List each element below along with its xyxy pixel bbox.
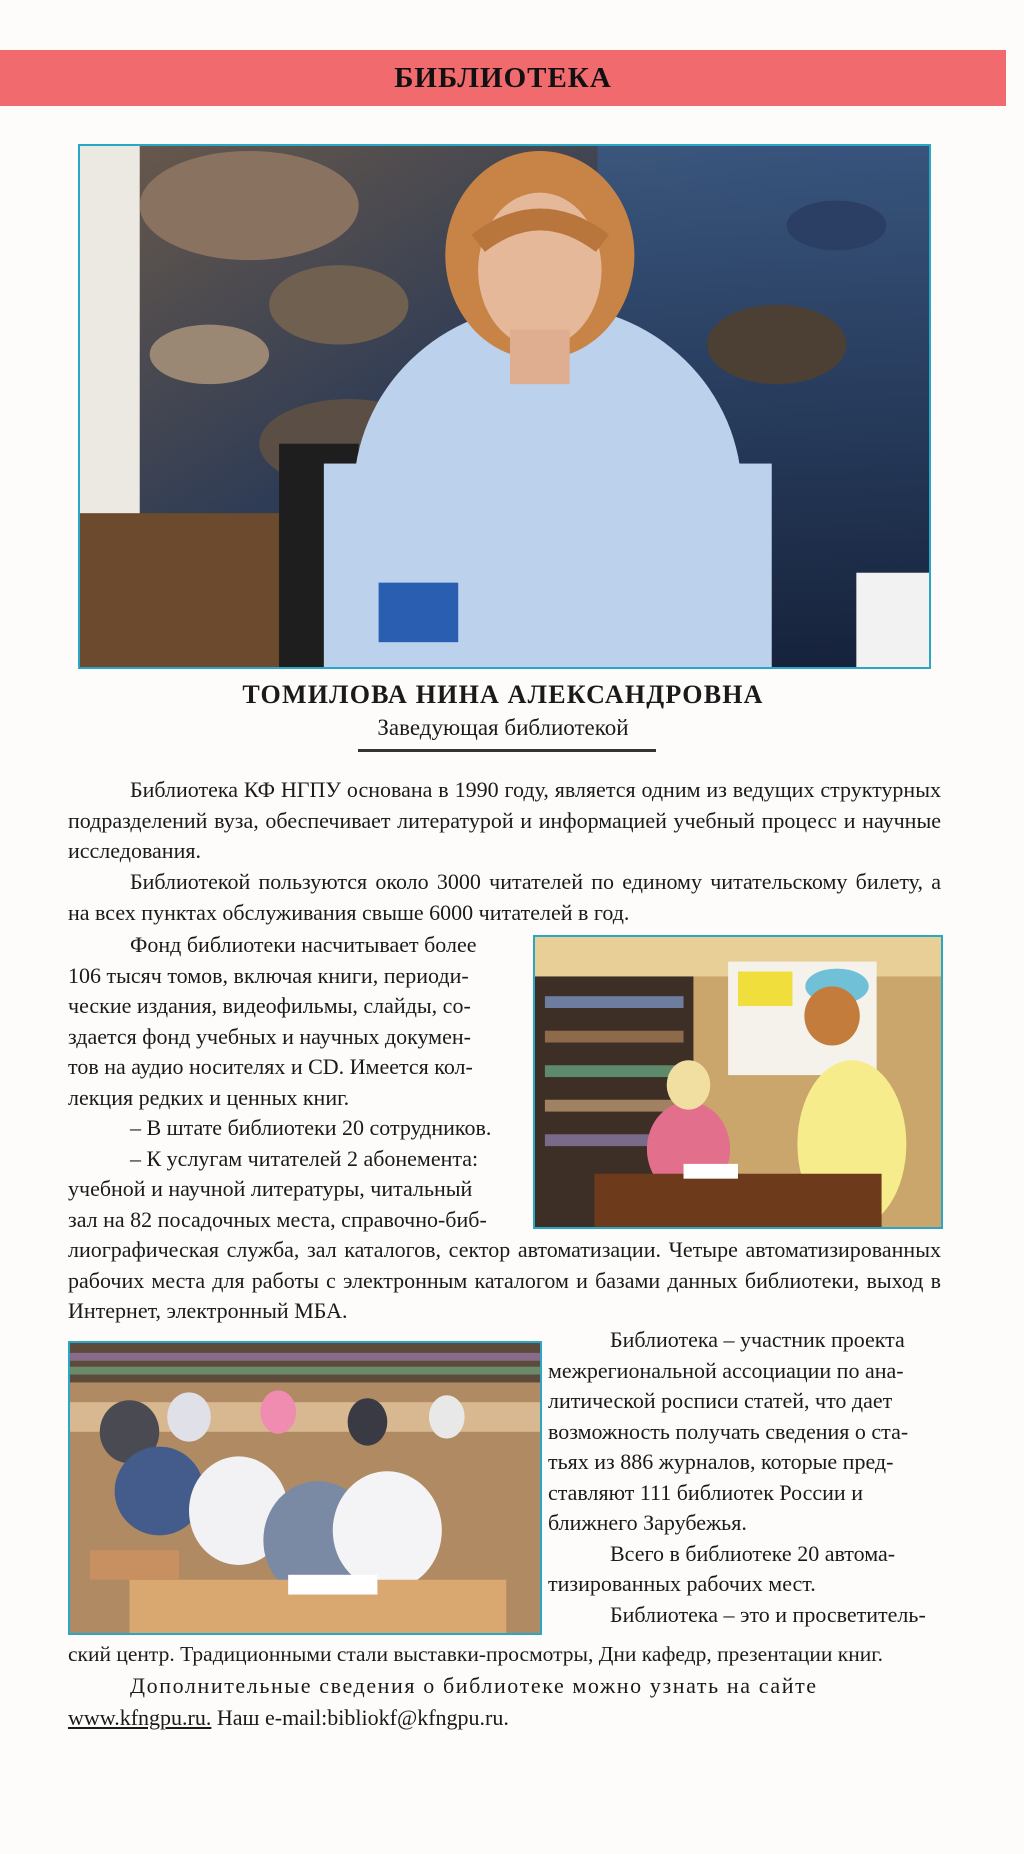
paragraph-center: ский центр. Традиционными стали выставки-просмотры, Дни кафедр, презентации книг. xyxy=(68,1642,884,1666)
text-line: Библиотека – участник проекта xyxy=(610,1327,905,1352)
person-name: ТОМИЛОВА НИНА АЛЕКСАНДРОВНА xyxy=(242,680,764,709)
paragraph-project xyxy=(548,1325,943,1630)
role-underline xyxy=(358,749,656,752)
paragraph-founding: Библиотека КФ НГПУ основана в 1990 году, является одним из ведущих структурных подразделений вуза, обеспечивает литературой и информацией учебный процесс и научные исследования. xyxy=(68,777,941,863)
person-role: Заведующая библиотекой xyxy=(377,715,629,740)
section-banner xyxy=(0,50,1006,106)
text-line: Всего в библиотеке 20 автома- xyxy=(610,1540,896,1566)
contact-line xyxy=(68,1703,941,1734)
text-line: Фонд библиотеки насчитывает более xyxy=(130,932,477,957)
text-line: зал на 82 посадочных места, справочно-биб- xyxy=(68,1206,487,1232)
text-line: учебной и научной литературы, читальный xyxy=(68,1176,473,1201)
website-link[interactable]: www.kfngpu.ru. xyxy=(68,1705,212,1730)
text-line: – К услугам читателей 2 абонемента: xyxy=(130,1145,479,1171)
text-line: ближнего Зарубежья. xyxy=(548,1510,747,1535)
text-line: лекция редких и ценных книг. xyxy=(68,1084,350,1110)
text-line: межрегиональной ассоциации по ана- xyxy=(548,1357,904,1383)
paragraph-more-info: Дополнительные сведения о библиотеке можно узнать на сайте xyxy=(130,1673,818,1698)
text-line: тов на аудио носителях и CD. Имеется кол- xyxy=(68,1054,473,1079)
text-line: ческие издания, видеофильмы, слайды, со- xyxy=(68,993,471,1018)
portrait-photo xyxy=(78,144,931,669)
text-line: – В штате библиотеки 20 сотрудников. xyxy=(130,1115,492,1140)
text-line: ставляют 111 библиотек России и xyxy=(548,1479,863,1505)
text-line: возможность получать сведения о ста- xyxy=(548,1418,909,1444)
text-line: Библиотека – это и просветитель- xyxy=(610,1601,926,1627)
reading-hall-photo xyxy=(68,1341,542,1635)
text-line: тьях из 886 журналов, которые пред- xyxy=(548,1449,894,1474)
section-title: БИБЛИОТЕКА xyxy=(394,61,612,94)
reading-room-photo xyxy=(533,935,943,1229)
email-text: Наш e-mail:bibliokf@kfngpu.ru. xyxy=(216,1705,509,1730)
text-line: здается фонд учебных и научных докумен- xyxy=(68,1023,471,1049)
text-line: тизированных рабочих мест. xyxy=(548,1571,816,1596)
paragraph-services: лиографическая служба, зал каталогов, сектор автоматизации. Четыре автоматизированных рабочих места для работы с электронным каталогом и базами данных библиотеки, выход в Интернет, электронный МБА. xyxy=(68,1237,941,1323)
paragraph-fund xyxy=(68,930,530,1235)
paragraph-readers: Библиотекой пользуются около 3000 читателей по единому читательскому билету, а на всех пунктах обслуживания свыше 6000 читателей в год. xyxy=(68,869,941,925)
text-line: литической росписи статей, что дает xyxy=(548,1388,893,1413)
text-line: 106 тысяч томов, включая книги, периоди- xyxy=(68,962,469,988)
